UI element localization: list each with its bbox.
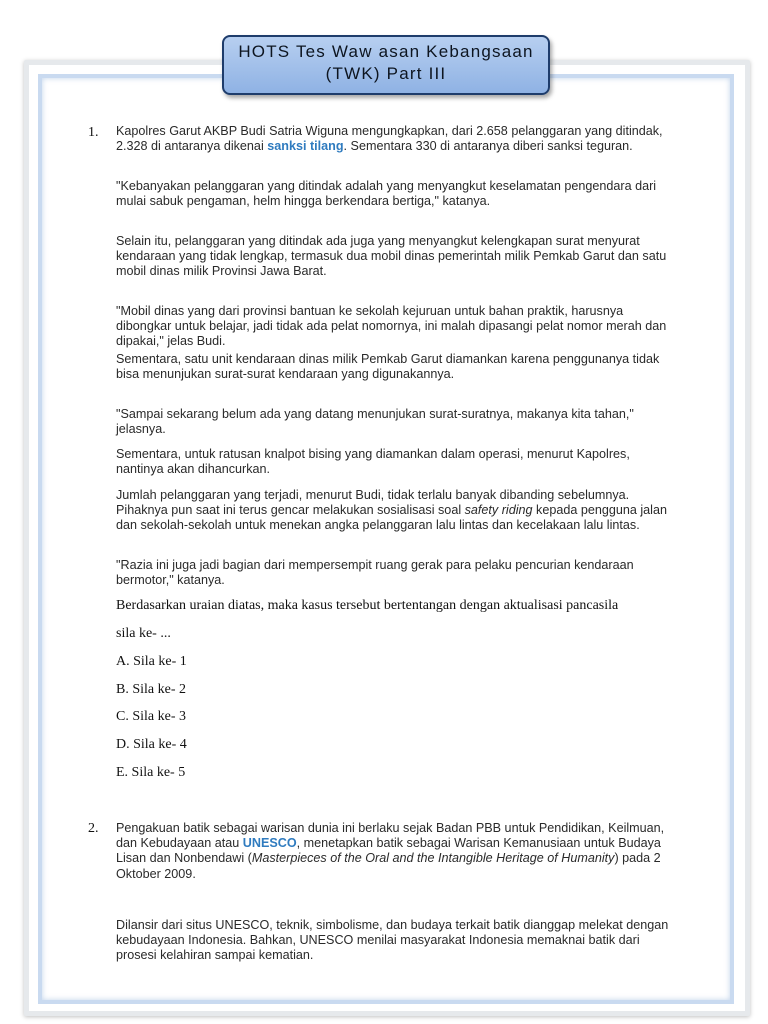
title-banner <box>222 35 550 95</box>
q1-paragraph-8 <box>116 488 676 534</box>
question-1-article <box>116 124 676 154</box>
q1-paragraph-6: "Sampai sekarang belum ada yang datang menunjukan surat-suratnya, makanya kita tahan," jelasnya. <box>116 407 634 437</box>
q1-prompt-line-1: Berdasarkan uraian diatas, maka kasus tersebut bertentangan dengan aktualisasi pancasila <box>116 598 619 613</box>
unesco-link[interactable]: UNESCO <box>242 836 297 851</box>
q2-p1-text-mid: , menetapkan batik sebagai Warisan Kemanusiaan untuk Budaya Lisan dan Nonbendawi ( <box>116 836 661 866</box>
q2-p1-italic-title: Masterpieces of the Oral and the Intangible Heritage of Humanity <box>251 851 615 866</box>
q1-paragraph-5: Sementara, satu unit kendaraan dinas milik Pemkab Garut diamankan karena penggunanya tidak bisa menunjukan surat-surat kendaraan yang digunakannya. <box>116 352 660 382</box>
q1-p8-text: Jumlah pelanggaran yang terjadi, menurut Budi, tidak terlalu banyak dibanding sebelumnya. Pihaknya pun saat ini terus gencar melakukan sosialisasi soal <box>116 488 630 518</box>
title-line-2: (TWK) Part III <box>325 64 447 83</box>
q1-p1-text-end: . Sementara 330 di antaranya diberi sanksi teguran. <box>343 139 633 154</box>
q1-option-a[interactable]: A. Sila ke- 1 <box>116 654 187 669</box>
q1-paragraph-2: "Kebanyakan pelanggaran yang ditindak adalah yang menyangkut keselamatan pengendara dari mulai sabuk pengaman, helm hingga berkendara bertiga," katanya. <box>116 179 657 209</box>
q1-prompt-line-2: sila ke- ... <box>116 626 171 641</box>
q2-p1-text: Pengakuan batik sebagai warisan dunia ini berlaku sejak Badan PBB untuk Pendidikan, Keilmuan, dan Kebudayaan atau <box>116 821 665 851</box>
q1-paragraph-1 <box>116 124 676 154</box>
q1-option-e[interactable]: E. Sila ke- 5 <box>116 765 186 780</box>
q1-option-c[interactable]: C. Sila ke- 3 <box>116 709 186 724</box>
q1-paragraph-3: Selain itu, pelanggaran yang ditindak ada juga yang menyangkut kelengkapan surat menyurat kendaraan yang tidak lengkap, termasuk dua mobil dinas pemerintah milik Pemkab Garut dan satu mobil dinas milik Provinsi Jawa Barat. <box>116 234 667 279</box>
q1-paragraph-9: "Razia ini juga jadi bagian dari mempersempit ruang gerak para pelaku pencurian kendaraan bermotor," katanya. <box>116 558 634 588</box>
sanksi-tilang-link[interactable]: sanksi tilang <box>267 139 344 154</box>
q1-option-b[interactable]: B. Sila ke- 2 <box>116 682 186 697</box>
q2-p1-text-end: ) pada 2 Oktober 2009. <box>116 851 661 881</box>
question-2-number: 2. <box>88 821 99 836</box>
q1-p1-text: Kapolres Garut AKBP Budi Satria Wiguna mengungkapkan, dari 2.658 pelanggaran yang ditindak, 2.328 di antaranya dikenai <box>116 124 663 154</box>
q1-option-d[interactable]: D. Sila ke- 4 <box>116 737 187 752</box>
q1-paragraph-4: "Mobil dinas yang dari provinsi bantuan ke sekolah kejuruan untuk bahan praktik, harusnya dibongkar untuk belajar, jadi tidak ada pelat nomornya, ini malah dipasangi pelat nomor merah dan dipakai," jelas Budi. <box>116 304 667 349</box>
safety-riding-term: safety riding <box>464 503 533 518</box>
q1-paragraph-7: Sementara, untuk ratusan knalpot bising yang diamankan dalam operasi, menurut Kapolres, nantinya akan dihancurkan. <box>116 447 630 477</box>
q1-p8-text-end: kepada pengguna jalan dan sekolah-sekolah untuk menekan angka pelanggaran lalu lintas dan kecelakaan lalu lintas. <box>116 503 667 533</box>
question-1-number: 1. <box>88 125 99 140</box>
q2-paragraph-2: Dilansir dari situs UNESCO, teknik, simbolisme, dan budaya terkait batik dianggap melekat dengan kebudayaan Indonesia. Bahkan, UNESCO menilai masyarakat Indonesia memaknai batik dari prosesi kelahiran sampai kematian. <box>116 918 669 963</box>
q2-paragraph-1 <box>116 821 676 882</box>
title-line-1: HOTS Tes Waw asan Kebangsaan <box>238 42 534 61</box>
